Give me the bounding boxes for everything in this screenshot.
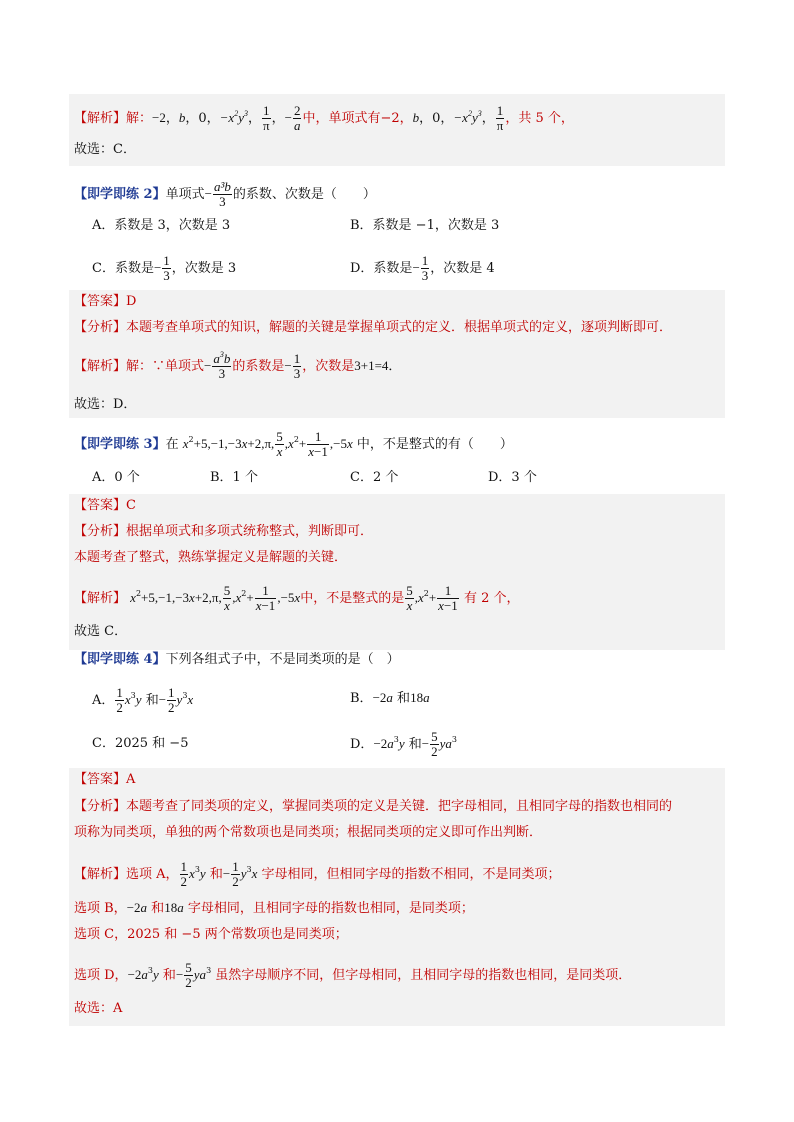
q4-jiexi-c: 选项 C，2025 和 −5 两个常数项也是同类项； [74,927,348,942]
q2-analysis: 【分析】本题考查单项式的知识，解题的关键是掌握单项式的定义．根据单项式的定义，逐项判断即可． [74,320,673,335]
solution-label: 【解析】 [74,111,127,126]
q4-option-d[interactable]: D．$-2a^3y$ 和− $\frac{5}{2}$ $ya^3$ [350,729,458,759]
q2-label: 【即学即练 2】 [74,187,166,202]
q2-frac: $\frac{\text{a³b}}{3}$ [213,179,231,209]
q4-jiexi-a: 【解析】选项 A， $\frac{1}{2}$ $x^3y$ 和− $\frac{1}{2}$ $y^3x$ 字母相同，但相同字母的指数不相同，不是同类项； [74,859,561,889]
q4-option-a[interactable]: A． $\frac{1}{2}$ $x^3y$ 和− $\frac{1}{2}$ $y^3x$ [92,685,194,715]
choice-1: 故选：C． [74,142,136,157]
q3-option-a[interactable]: A．0 个 [92,470,140,485]
solution-lead: 解： [126,111,153,126]
q2-answer: 【答案】D [74,294,137,309]
q4-stem: 【即学即练 4】下列各组式子中，不是同类项的是（ ） [74,652,400,667]
q2-option-a[interactable]: A．系数是 3，次数是 3 [92,218,231,233]
q2-option-d[interactable]: D．系数是− $\frac{1}{3}$ ，次数是 4 [350,253,495,283]
q4-jiexi-d: 选项 D，$-2a^3y$ 和− $\frac{5}{2}$ $ya^3$ 虽然字母顺序不同，但字母相同，且相同字母的指数也相同，是同类项． [74,960,632,990]
frac-2-over-a: $\frac{2}{a}$ [293,103,301,133]
solution-1-line: 【解析】解：−2，b，0，$-x^2y^3$， $\frac{1}{\pi}$ ，− $\frac{2}{a}$ 中，单项式有−2，b，0，$-x^2y^3$， $\frac{1}{\pi}$ ，共 5 个， [74,103,574,133]
q2-option-b[interactable]: B．系数是 −1，次数是 3 [350,218,500,233]
q4-answer: 【答案】A [74,772,136,787]
q4-analysis-2: 项称为同类项，单独的两个常数项也是同类项；根据同类项的定义即可作出判断． [74,825,543,840]
term-neg2: −2， [152,110,179,125]
q4-choice: 故选：A [74,1001,123,1016]
solution-middle: 中，单项式有 [302,111,381,126]
q3-analysis-2: 本题考查了整式，熟练掌握定义是解题的关键． [74,550,348,565]
q3-jiexi: 【解析】 $x^2+5,-1,-3x+2,\pi$, $\frac{5}{x}$ $,x^2+$ $\frac{1}{x-1}$ ,−5x中，不是整式的是 $\frac{5}{x}$ $,x^2+$ $\frac{1}{x-1}$ 有 2 个， [74,583,520,613]
q3-option-b[interactable]: B．1 个 [210,470,258,485]
frac-1-over-pi: $\frac{1}{\pi}$ [263,103,270,133]
q4-option-b[interactable]: B．−2a 和18a [350,690,430,706]
q4-label: 【即学即练 4】 [74,652,166,667]
q3-analysis: 【分析】根据单项式和多项式统称整式，判断即可． [74,524,374,539]
term-zero: ，0， [185,111,220,126]
q3-answer: 【答案】C [74,498,136,513]
q3-stem: 【即学即练 3】在 $x^2+5,-1,-3x+2,\pi$, $\frac{5}{x}$ $,x^2+$ $\frac{1}{x-1}$ ,−5x 中，不是整式的有（ ） [74,429,513,459]
q4-jiexi-b: 选项 B，−2a 和18a 字母相同，且相同字母的指数也相同，是同类项； [74,900,474,916]
q3-solution-block [69,494,725,650]
q3-choice: 故选 C． [74,624,128,639]
q2-jiexi: 【解析】解：∵单项式− $\frac{a^3b}{3}$ 的系数是− $\frac{1}{3}$ ，次数是3+1=4． [74,350,402,381]
term-b: b [178,110,186,125]
q4-option-c[interactable]: C．2025 和 −5 [92,736,189,751]
solution-tail: ，共 5 个， [505,111,574,126]
q3-option-c[interactable]: C．2 个 [350,470,399,485]
q3-label: 【即学即练 3】 [74,437,166,452]
q4-analysis: 【分析】本题考查了同类项的定义，掌握同类项的定义是关键．把字母相同，且相同字母的指数也相同的 [74,799,673,814]
q3-option-d[interactable]: D．3 个 [488,470,537,485]
q2-stem: 【即学即练 2】单项式− $\frac{\text{a³b}}{3}$ 的系数、次数是（ ） [74,179,376,209]
q2-choice: 故选：D． [74,397,137,412]
q2-option-c[interactable]: C．系数是− $\frac{1}{3}$ ，次数是 3 [92,253,237,283]
term-x2y3: $-x^2y^3$ [219,109,248,125]
